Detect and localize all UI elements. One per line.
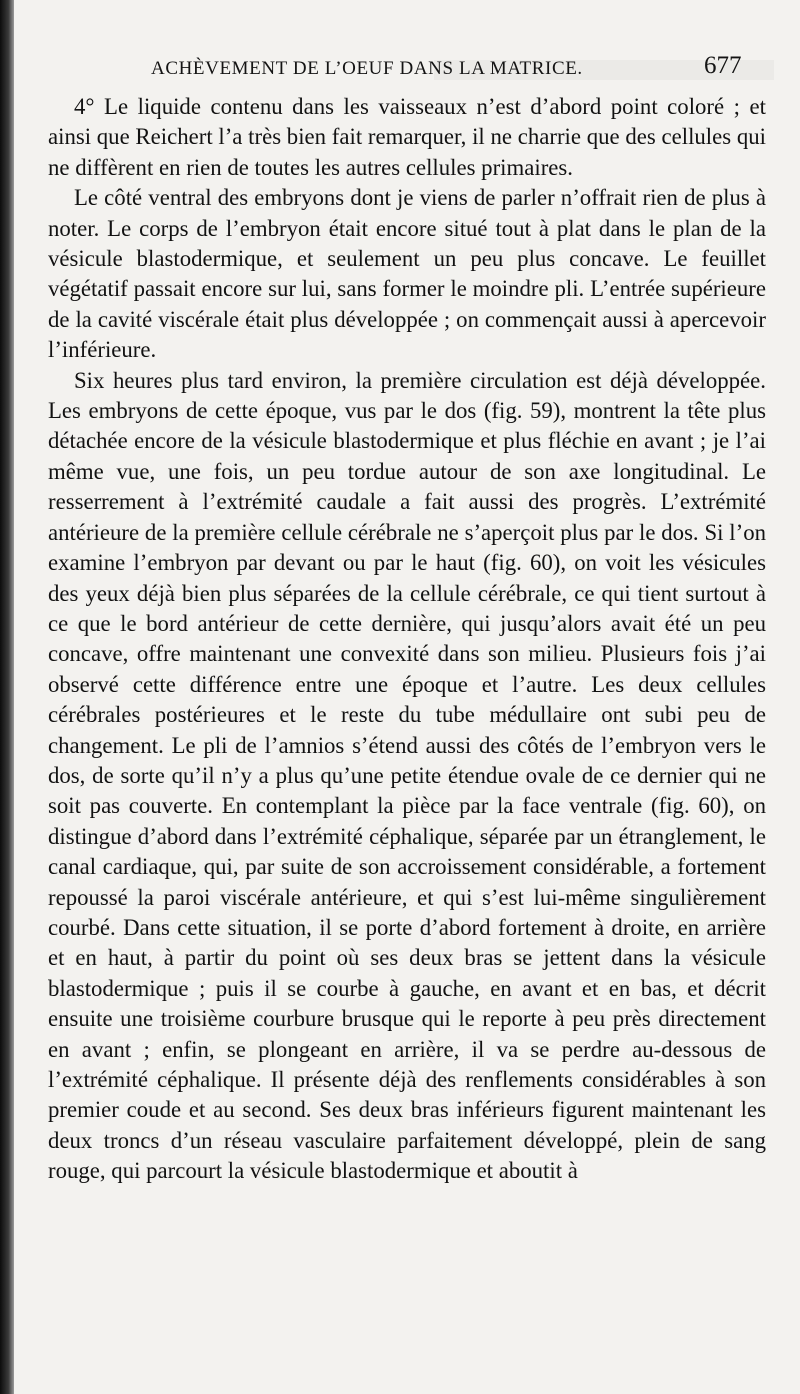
paragraph-1: 4° Le liquide contenu dans les vaisseaux n’est d’abord point coloré ; et ainsi que Reichert l’a très bien fait remarquer, il ne charrie que des cellules qui ne diffèrent en rien de toutes les autres cellules primaires. <box>48 94 766 180</box>
paragraph-3: Six heures plus tard environ, la première circulation est déjà développée. Les embryons de cette époque, vus par le dos (fig. 59), montrent la tête plus détachée encore de la vésicule blastodermique et plus fléchie en avant ; je l’ai même vue, une fois, un peu tordue autour de son axe longitudinal. Le resserrement à l’extrémité caudale a fait aussi des progrès. L’extrémité antérieure de la première cellule cérébrale ne s’aperçoit plus par le dos. Si l’on examine l’embryon par devant ou par le haut (fig. 60), on voit les vésicules des yeux déjà bien plus séparées de la cellule cérébrale, ce qui tient surtout à ce que le bord antérieur de cette dernière, qui jusqu’alors avait été un peu concave, offre maintenant une convexité dans son milieu. Plusieurs fois j’ai observé cette différence entre une époque et l’autre. Les deux cellules cérébrales postérieures et le reste du tube médullaire ont subi peu de changement. Le pli de l’amnios s’étend aussi des côtés de l’embryon vers le dos, de sorte qu’il n’y a plus qu’une petite étendue ovale de ce dernier qui ne soit pas couverte. En contemplant la pièce par la face ventrale (fig. 60), on distingue d’abord dans l’extrémité céphalique, séparée par un étranglement, le canal cardiaque, qui, par suite de son accroissement considérable, a fortement repoussé la paroi viscérale antérieure, et qui s’est lui-même singulièrement courbé. Dans cette situation, il se porte d’abord fortement à droite, en arrière et en haut, à partir du point où ses deux bras se jettent dans la vésicule blastodermique ; puis il se courbe à gauche, en avant et en bas, et décrit ensuite une troisième courbure brusque qui le reporte à peu près directement en avant ; enfin, se plongeant en arrière, il va se perdre au-dessous de l’extrémité céphalique. Il présente déjà des renflements considérables à son premier coude et au second. Ses deux bras inférieurs figurent maintenant les deux troncs d’un réseau vasculaire parfaitement développé, plein de sang rouge, qui parcourt la vésicule blastodermique et aboutit à <box>48 367 766 1184</box>
page-binding-edge <box>0 0 14 1394</box>
paragraph-2: Le côté ventral des embryons dont je viens de parler n’offrait rien de plus à noter. Le corps de l’embryon était encore situé tout à plat dans le plan de la vésicule blastodermique, et seulement un peu plus concave. Le feuillet végétatif passait encore sur lui, sans former le moindre pli. L’entrée supérieure de la cavité viscérale était plus développée ; on commençait aussi à apercevoir l’inférieure. <box>48 185 766 363</box>
body-text <box>48 92 766 1187</box>
page-number: 677 <box>704 52 742 79</box>
book-page <box>14 0 800 1394</box>
running-head: ACHÈVEMENT DE L’OEUF DANS LA MATRICE. <box>151 58 583 79</box>
page-header <box>14 46 800 86</box>
